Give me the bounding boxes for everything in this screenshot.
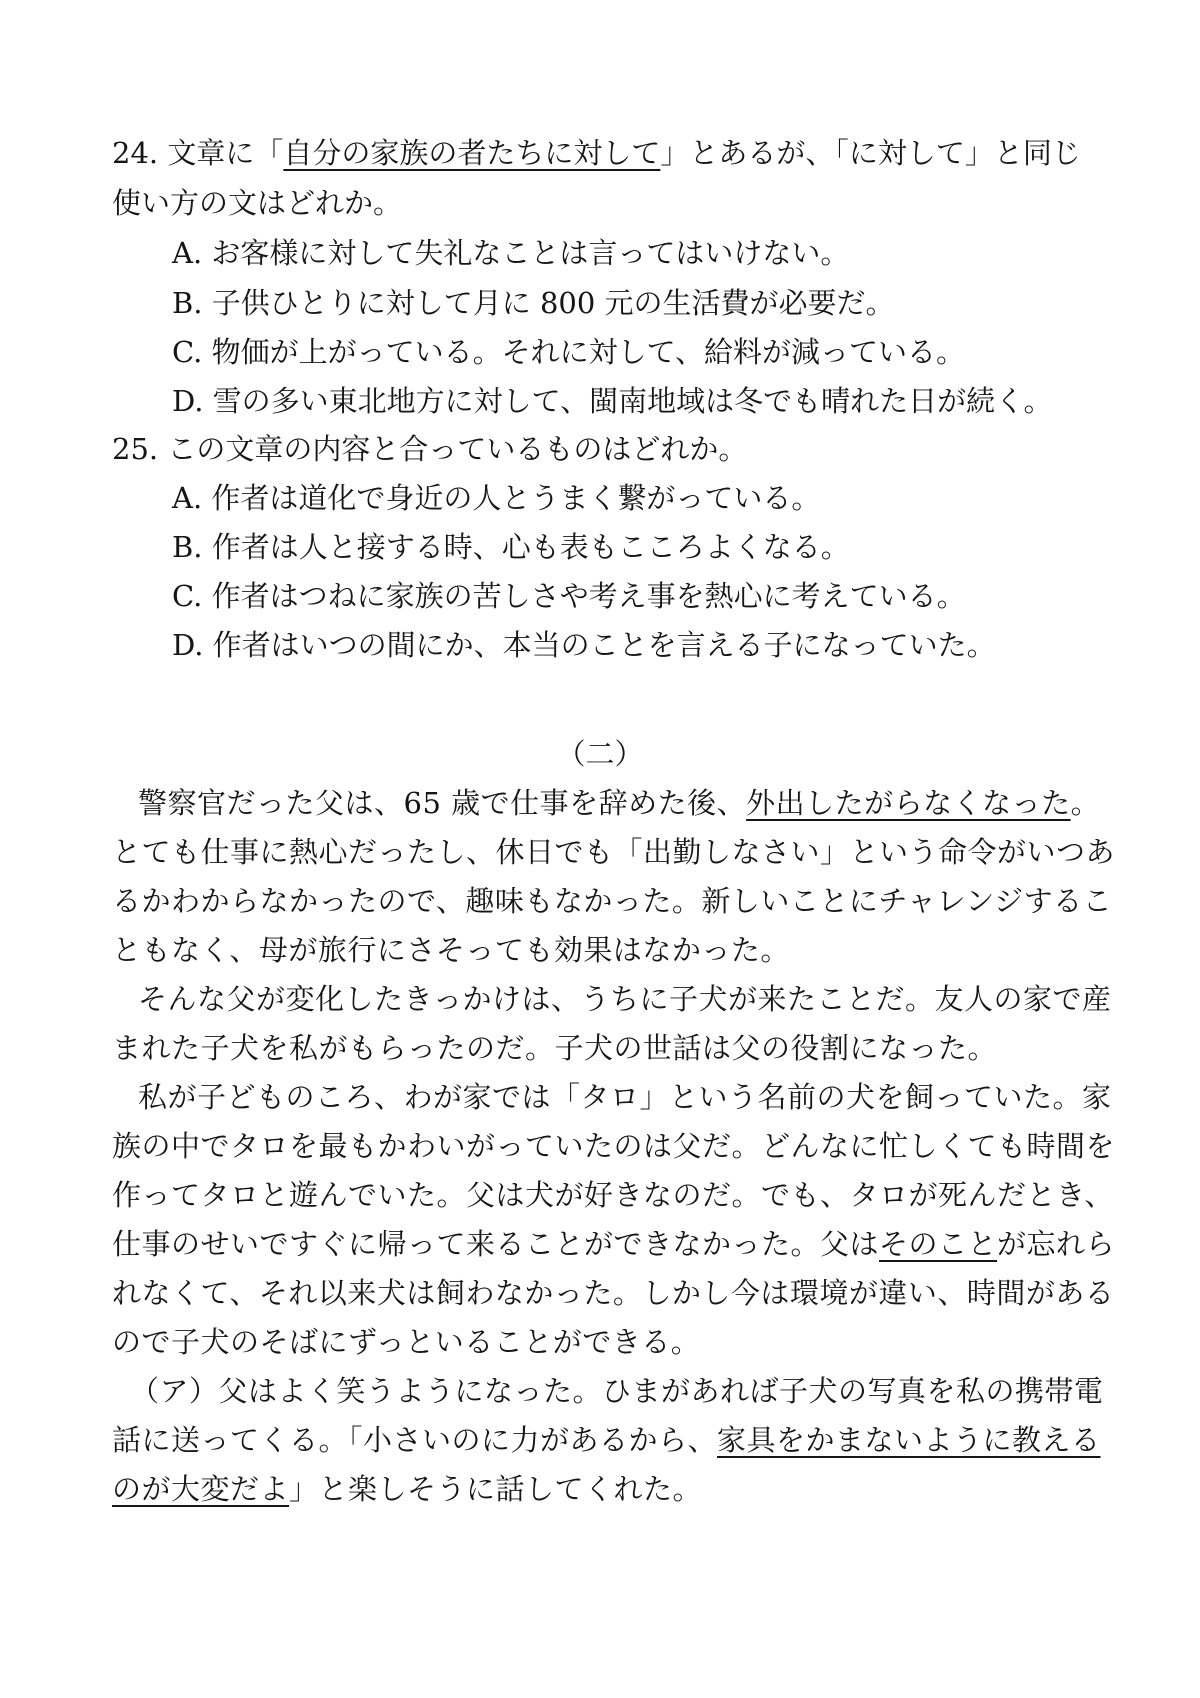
option-25-b: B. 作者は人と接する時、心も表もこころよくなる。	[172, 530, 850, 564]
passage-p2-line-2: まれた子犬を私がもらったのだ。子犬の世話は父の役割になった。	[112, 1031, 998, 1065]
passage-p3-line-4	[112, 1227, 1115, 1261]
passage-p4-line-2	[112, 1423, 1101, 1457]
passage-text: 」と楽しそうに話してくれた。	[289, 1472, 703, 1506]
passage-p3-line-3: 作ってタロと遊んでいた。父は犬が好きなのだ。でも、タロが死んだとき、	[112, 1178, 1114, 1212]
passage-text: 。	[1070, 786, 1101, 820]
underlined-phrase: 自分の家族の者たちに対して	[283, 136, 661, 170]
section-heading: （二）	[556, 737, 644, 771]
passage-p3-line-1: 私が子どものころ、わが家では「タロ」という名前の犬を飼っていた。家	[138, 1080, 1112, 1114]
underlined-phrase: 外出したがらなくなった	[746, 786, 1071, 820]
passage-p4-line-3	[112, 1472, 702, 1506]
passage-p3-line-2: 族の中でタロを最もかわいがっていたのは父だ。どんなに忙しくても時間を	[112, 1129, 1116, 1163]
option-25-d: D. 作者はいつの間にか、本当のことを言える子になっていた。	[172, 628, 996, 662]
passage-text: 話に送ってくる。「小さいのに力があるから、	[112, 1423, 718, 1457]
passage-p1-line-2: とても仕事に熱心だったし、休日でも「出勤しなさい」という命令がいつあ	[112, 835, 1116, 869]
passage-text: 仕事のせいですぐに帰って来ることができなかった。父は	[112, 1227, 880, 1261]
question-25-stem	[112, 432, 747, 466]
option-24-b: B. 子供ひとりに対して月に 800 元の生活費が必要だ。	[172, 286, 895, 320]
option-24-d: D. 雪の多い東北地方に対して、閩南地域は冬でも晴れた日が続く。	[172, 384, 1053, 418]
passage-p4-line-1: （ア）父はよく笑うようになった。ひまがあれば子犬の写真を私の携帯電	[130, 1374, 1104, 1408]
underlined-phrase: 家具をかまないように教える	[717, 1423, 1101, 1457]
passage-text: 警察官だった父は、65 歳で仕事を辞めた後、	[138, 786, 747, 820]
question-text: この文章の内容と合っているものはどれか。	[167, 432, 748, 466]
option-25-c: C. 作者はつねに家族の苦しさや考え事を熱心に考えている。	[172, 579, 966, 613]
passage-p3-line-6: ので子犬のそばにずっといることができる。	[112, 1325, 701, 1359]
underlined-phrase: のが大変だよ	[112, 1472, 290, 1506]
question-number: 24.	[112, 136, 159, 170]
passage-p1-line-1	[138, 786, 1100, 820]
question-24-line-1	[112, 136, 1081, 170]
passage-p3-line-5: れなくて、それ以来犬は飼わなかった。しかし今は環境が違い、時間がある	[112, 1276, 1115, 1310]
option-25-a: A. 作者は道化で身近の人とうまく繋がっている。	[172, 481, 821, 515]
question-number: 25.	[112, 432, 159, 466]
question-text: 文章に「	[167, 136, 284, 170]
question-24-line-2: 使い方の文はどれか。	[112, 186, 403, 220]
option-24-c: C. 物価が上がっている。それに対して、給料が減っている。	[172, 335, 966, 369]
passage-p1-line-3: るかわからなかったので、趣味もなかった。新しいことにチャレンジするこ	[112, 884, 1113, 918]
option-24-a: A. お客様に対して失礼なことは言ってはいけない。	[172, 236, 850, 270]
passage-p2-line-1: そんな父が変化したきっかけは、うちに子犬が来たことだ。友人の家で産	[138, 982, 1112, 1016]
passage-p1-line-4: ともなく、母が旅行にさそっても効果はなかった。	[112, 933, 790, 967]
question-text: 」とあるが、「に対して」と同じ	[660, 136, 1081, 170]
passage-text: が忘れら	[997, 1227, 1116, 1261]
underlined-phrase: そのこと	[879, 1227, 998, 1261]
